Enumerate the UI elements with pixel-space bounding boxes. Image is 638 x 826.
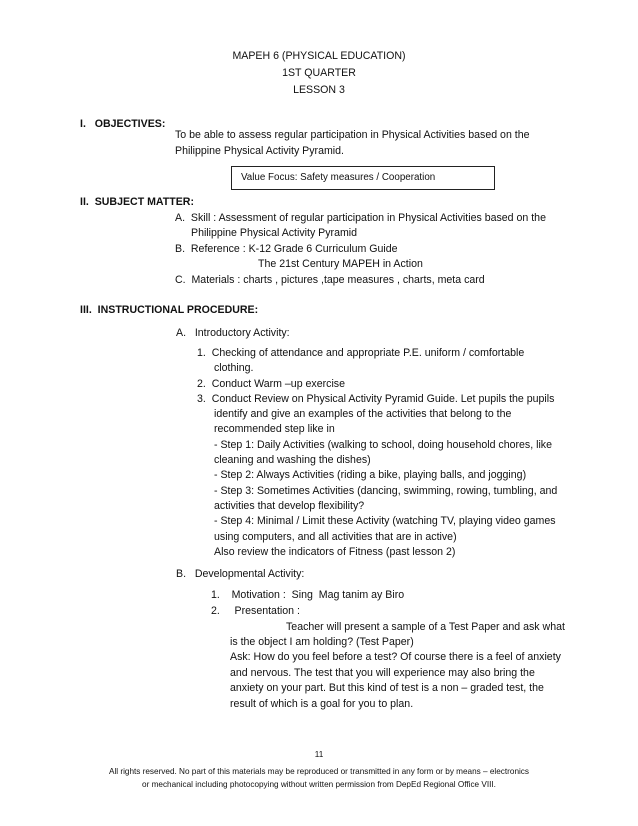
fitness-review: Also review the indicators of Fitness (past lesson 2) [214,546,456,558]
developmental-activity-heading: B. Developmental Activity: [176,568,305,580]
subject-matter-c: C. Materials : charts , pictures ,tape measures , charts, meta card [175,274,485,286]
page-number: 11 [314,750,324,759]
intro-item-2: 2. Conduct Warm –up exercise [197,378,345,390]
objectives-text-line2: Philippine Physical Activity Pyramid. [175,145,344,157]
step-3-line1: - Step 3: Sometimes Activities (dancing, swimming, rowing, tumbling, and [214,485,558,497]
presentation-line5: anxiety on your part. But this kind of test is a non – graded test, the [230,682,544,694]
subject-matter-a-line1: A. Skill : Assessment of regular participation in Physical Activities based on the [175,212,546,224]
value-focus-box [231,166,495,190]
objectives-text-line1: To be able to assess regular participation in Physical Activities based on the [175,129,530,141]
subject-matter-a-line2: Philippine Physical Activity Pyramid [191,227,358,239]
footer-rights-line1: All rights reserved. No part of this materials may be reproduced or transmitted in any form or by means – electronics [108,767,529,776]
intro-item-1: 1. Checking of attendance and appropriate P.E. uniform / comfortable [197,347,525,359]
step-4-line2: using computers, and all activities that are in active) [214,531,457,543]
step-1-line2: cleaning and washing the dishes) [214,454,371,466]
presentation-line2: is the object I am holding? (Test Paper) [230,636,414,648]
doc-quarter: 1ST QUARTER [282,67,356,79]
subject-matter-b-line2: The 21st Century MAPEH in Action [258,258,423,270]
presentation-line6: result of which is a goal for you to plan. [230,698,414,710]
step-4-line1: - Step 4: Minimal / Limit these Activity (watching TV, playing video games [214,515,556,527]
introductory-activity-heading: A. Introductory Activity: [176,327,290,339]
presentation-line4: and nervous. The test that you will experience may also bring the [230,667,535,679]
step-2: - Step 2: Always Activities (riding a bike, playing balls, and jogging) [214,469,527,481]
objectives-heading: I. OBJECTIVES: [80,118,166,130]
doc-lesson: LESSON 3 [293,84,345,96]
subject-matter-heading: II. SUBJECT MATTER: [80,196,194,208]
presentation-line1: Teacher will present a sample of a Test Paper and ask what [286,621,565,633]
subject-matter-b-line1: B. Reference : K-12 Grade 6 Curriculum Guide [175,243,398,255]
footer-rights-line2: or mechanical including photocopying without written permission from DepEd Regional Office VIII. [142,780,496,789]
dev-item-1: 1. Motivation : Sing Mag tanim ay Biro [211,589,405,601]
intro-item-3-cont2: recommended step like in [214,423,335,435]
doc-title: MAPEH 6 (PHYSICAL EDUCATION) [232,50,406,62]
presentation-line3: Ask: How do you feel before a test? Of course there is a feel of anxiety [230,651,561,663]
intro-item-1-cont: clothing. [214,362,254,374]
intro-item-3-cont1: identify and give an examples of the activities that belong to the [214,408,512,420]
step-3-line2: activities that develop flexibility? [214,500,365,512]
procedure-heading: III. INSTRUCTIONAL PROCEDURE: [80,304,259,316]
intro-item-3: 3. Conduct Review on Physical Activity Pyramid Guide. Let pupils the pupils [197,393,555,405]
value-focus-text: Value Focus: Safety measures / Cooperation [241,172,436,183]
step-1-line1: - Step 1: Daily Activities (walking to school, doing household chores, like [214,439,552,451]
dev-item-2: 2. Presentation : [211,605,300,617]
